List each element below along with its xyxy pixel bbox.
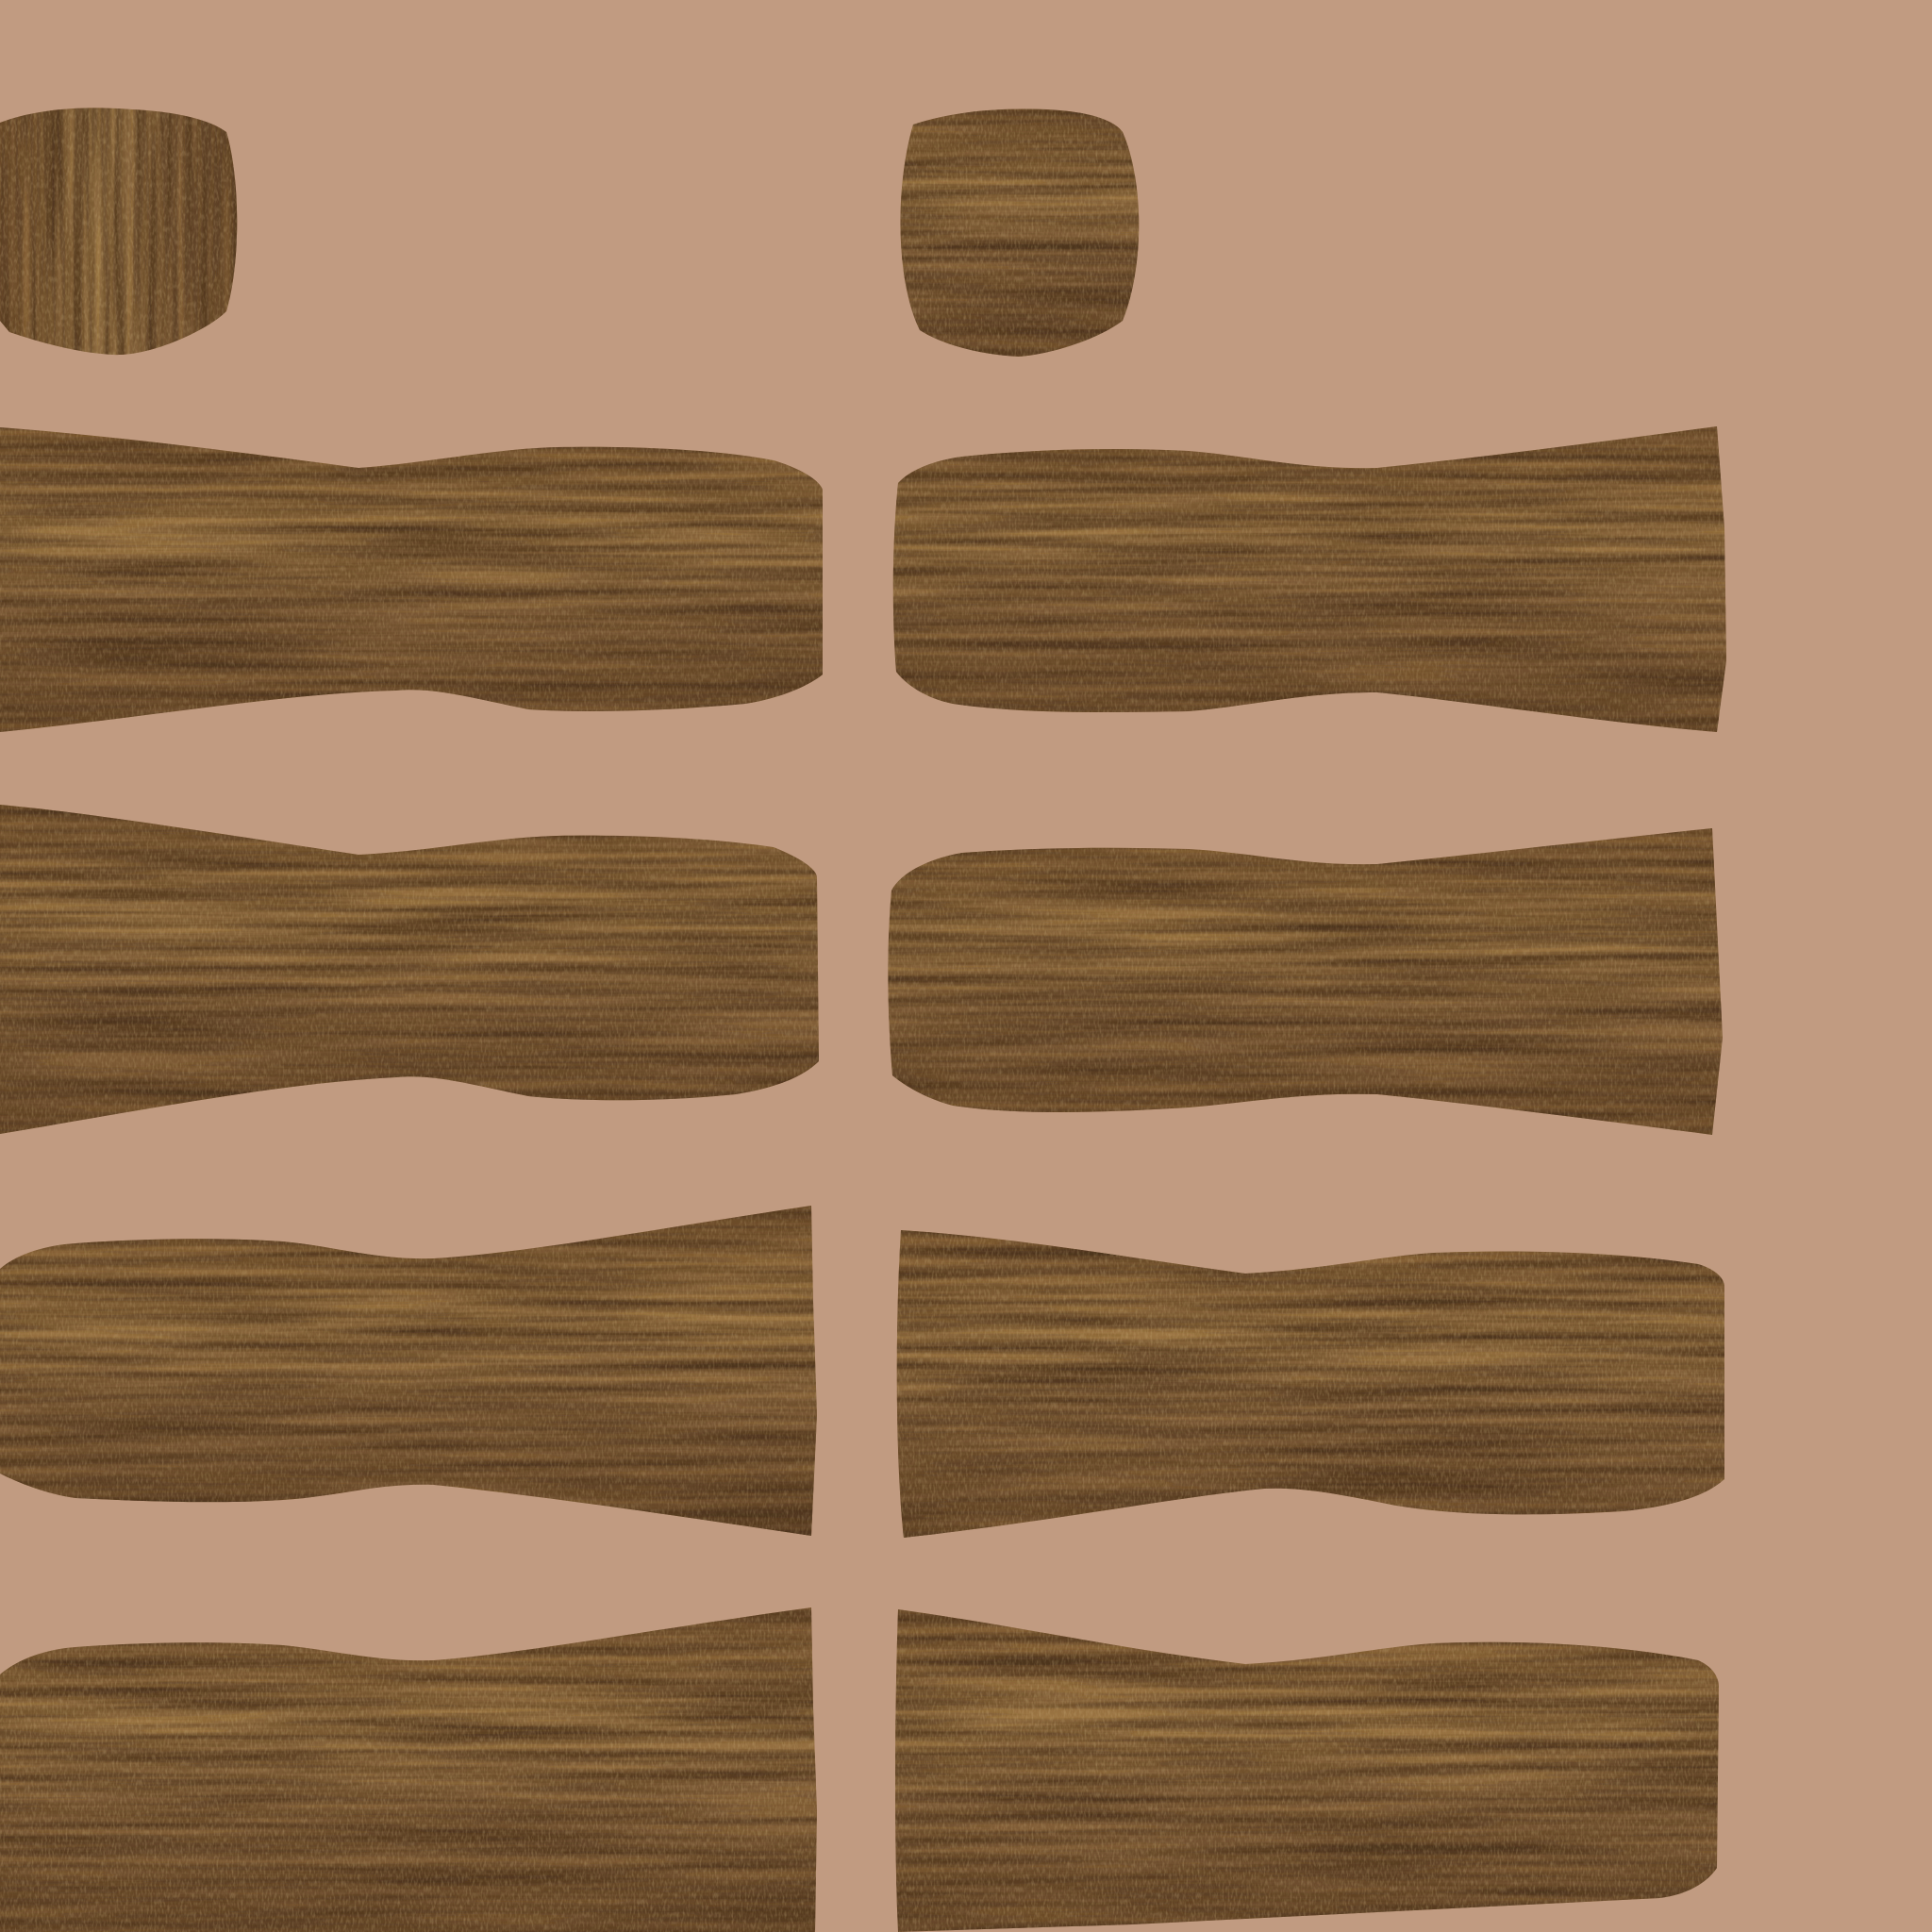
end-cap-right — [887, 94, 1151, 368]
